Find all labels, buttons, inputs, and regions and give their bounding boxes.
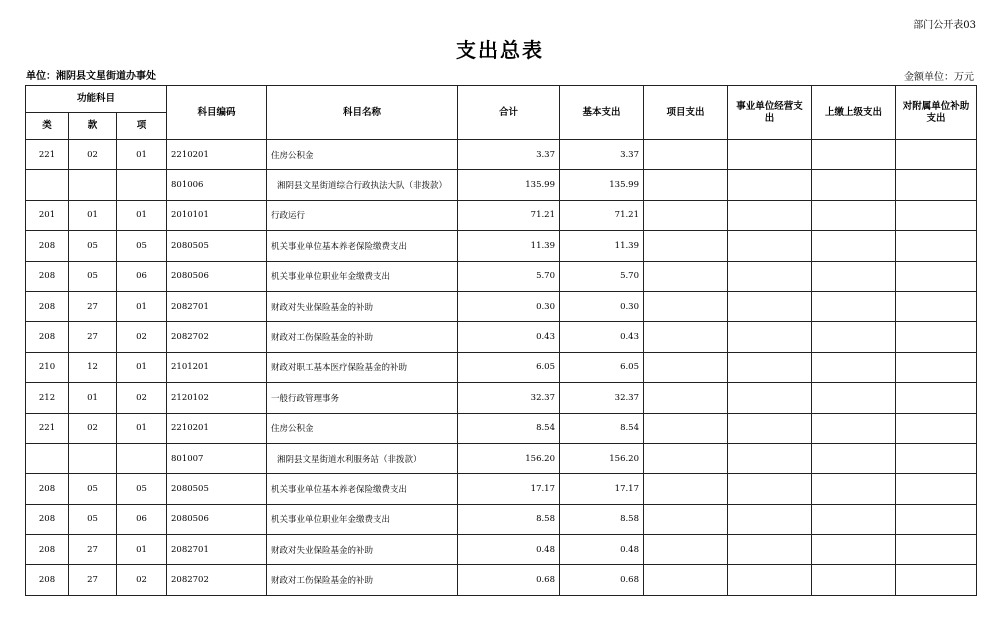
table-row xyxy=(26,565,977,595)
cell-upper xyxy=(812,383,896,413)
cell-name: 机关事业单位职业年金缴费支出 xyxy=(267,261,458,291)
table-row xyxy=(26,383,977,413)
cell-name: 财政对工伤保险基金的补助 xyxy=(267,322,458,352)
cell-business xyxy=(728,504,812,534)
col-subsidy: 对附属单位补助支出 xyxy=(896,86,977,140)
cell-lei xyxy=(26,443,69,473)
cell-upper xyxy=(812,261,896,291)
cell-code: 2082701 xyxy=(167,291,267,321)
cell-kuan: 02 xyxy=(69,140,117,170)
col-project: 项目支出 xyxy=(644,86,728,140)
cell-xiang: 02 xyxy=(117,565,167,595)
cell-upper xyxy=(812,140,896,170)
cell-upper xyxy=(812,413,896,443)
cell-basic: 71.21 xyxy=(560,200,644,230)
cell-business xyxy=(728,413,812,443)
cell-xiang: 01 xyxy=(117,413,167,443)
cell-total: 6.05 xyxy=(458,352,560,382)
cell-business xyxy=(728,231,812,261)
table-row xyxy=(26,261,977,291)
cell-basic: 156.20 xyxy=(560,443,644,473)
cell-lei: 201 xyxy=(26,200,69,230)
cell-upper xyxy=(812,504,896,534)
cell-total: 8.54 xyxy=(458,413,560,443)
cell-subsidy xyxy=(896,535,977,565)
col-upper: 上缴上级支出 xyxy=(812,86,896,140)
cell-project xyxy=(644,140,728,170)
cell-kuan: 05 xyxy=(69,474,117,504)
cell-total: 32.37 xyxy=(458,383,560,413)
cell-project xyxy=(644,261,728,291)
cell-lei: 208 xyxy=(26,291,69,321)
cell-project xyxy=(644,413,728,443)
col-total: 合计 xyxy=(458,86,560,140)
table-body xyxy=(26,140,977,596)
cell-total: 0.48 xyxy=(458,535,560,565)
cell-kuan: 27 xyxy=(69,322,117,352)
cell-total: 0.30 xyxy=(458,291,560,321)
cell-project xyxy=(644,170,728,200)
cell-project xyxy=(644,322,728,352)
cell-code: 2082702 xyxy=(167,322,267,352)
cell-subsidy xyxy=(896,383,977,413)
cell-xiang: 01 xyxy=(117,352,167,382)
table-row xyxy=(26,140,977,170)
cell-code: 2010101 xyxy=(167,200,267,230)
cell-project xyxy=(644,200,728,230)
table-row xyxy=(26,443,977,473)
col-name: 科目名称 xyxy=(267,86,458,140)
cell-upper xyxy=(812,231,896,261)
cell-total: 135.99 xyxy=(458,170,560,200)
cell-code: 2080506 xyxy=(167,261,267,291)
cell-xiang xyxy=(117,443,167,473)
header-row-1 xyxy=(26,86,977,113)
cell-name: 机关事业单位基本养老保险缴费支出 xyxy=(267,474,458,504)
cell-business xyxy=(728,474,812,504)
cell-project xyxy=(644,474,728,504)
cell-subsidy xyxy=(896,565,977,595)
cell-project xyxy=(644,504,728,534)
cell-project xyxy=(644,291,728,321)
cell-basic: 0.43 xyxy=(560,322,644,352)
cell-xiang: 02 xyxy=(117,383,167,413)
cell-xiang: 01 xyxy=(117,291,167,321)
cell-code: 2080505 xyxy=(167,474,267,504)
cell-subsidy xyxy=(896,504,977,534)
cell-xiang: 05 xyxy=(117,231,167,261)
cell-code: 2120102 xyxy=(167,383,267,413)
cell-lei: 208 xyxy=(26,231,69,261)
col-func-group: 功能科目 xyxy=(26,86,167,113)
cell-business xyxy=(728,291,812,321)
cell-business xyxy=(728,565,812,595)
cell-upper xyxy=(812,535,896,565)
table-row xyxy=(26,231,977,261)
col-kuan: 款 xyxy=(69,113,117,140)
cell-lei: 208 xyxy=(26,565,69,595)
cell-total: 5.70 xyxy=(458,261,560,291)
cell-lei: 208 xyxy=(26,535,69,565)
cell-total: 17.17 xyxy=(458,474,560,504)
cell-project xyxy=(644,231,728,261)
cell-total: 0.43 xyxy=(458,322,560,352)
cell-project xyxy=(644,443,728,473)
col-code: 科目编码 xyxy=(167,86,267,140)
amount-unit: 金额单位：万元 xyxy=(904,72,974,83)
cell-basic: 11.39 xyxy=(560,231,644,261)
cell-kuan xyxy=(69,170,117,200)
cell-code: 2101201 xyxy=(167,352,267,382)
cell-lei: 208 xyxy=(26,322,69,352)
cell-basic: 8.58 xyxy=(560,504,644,534)
table-row xyxy=(26,504,977,534)
cell-business xyxy=(728,140,812,170)
cell-kuan: 01 xyxy=(69,200,117,230)
table-row xyxy=(26,413,977,443)
cell-name: 财政对职工基本医疗保险基金的补助 xyxy=(267,352,458,382)
cell-kuan: 02 xyxy=(69,413,117,443)
cell-code: 801006 xyxy=(167,170,267,200)
table-row xyxy=(26,291,977,321)
cell-upper xyxy=(812,170,896,200)
cell-subsidy xyxy=(896,443,977,473)
cell-subsidy xyxy=(896,413,977,443)
cell-name: 行政运行 xyxy=(267,200,458,230)
cell-xiang xyxy=(117,170,167,200)
cell-basic: 0.30 xyxy=(560,291,644,321)
cell-business xyxy=(728,200,812,230)
cell-basic: 5.70 xyxy=(560,261,644,291)
cell-kuan: 27 xyxy=(69,291,117,321)
cell-xiang: 06 xyxy=(117,261,167,291)
cell-code: 2210201 xyxy=(167,413,267,443)
cell-project xyxy=(644,535,728,565)
col-business: 事业单位经营支出 xyxy=(728,86,812,140)
table-row xyxy=(26,200,977,230)
cell-kuan: 27 xyxy=(69,535,117,565)
cell-subsidy xyxy=(896,200,977,230)
cell-upper xyxy=(812,291,896,321)
cell-code: 2210201 xyxy=(167,140,267,170)
cell-kuan: 05 xyxy=(69,504,117,534)
cell-kuan: 27 xyxy=(69,565,117,595)
cell-code: 801007 xyxy=(167,443,267,473)
cell-total: 0.68 xyxy=(458,565,560,595)
cell-name: 财政对失业保险基金的补助 xyxy=(267,535,458,565)
cell-kuan: 12 xyxy=(69,352,117,382)
cell-total: 3.37 xyxy=(458,140,560,170)
cell-business xyxy=(728,261,812,291)
cell-total: 71.21 xyxy=(458,200,560,230)
cell-upper xyxy=(812,322,896,352)
cell-code: 2082702 xyxy=(167,565,267,595)
cell-business xyxy=(728,535,812,565)
cell-basic: 0.68 xyxy=(560,565,644,595)
cell-basic: 3.37 xyxy=(560,140,644,170)
page-title: 支出总表 xyxy=(456,38,544,62)
cell-kuan: 01 xyxy=(69,383,117,413)
cell-project xyxy=(644,383,728,413)
cell-name: 机关事业单位基本养老保险缴费支出 xyxy=(267,231,458,261)
cell-name: 机关事业单位职业年金缴费支出 xyxy=(267,504,458,534)
cell-xiang: 05 xyxy=(117,474,167,504)
cell-name: 财政对失业保险基金的补助 xyxy=(267,291,458,321)
reporting-unit: 单位：湘阴县文星街道办事处 xyxy=(26,71,156,82)
cell-subsidy xyxy=(896,474,977,504)
cell-lei: 221 xyxy=(26,413,69,443)
cell-subsidy xyxy=(896,352,977,382)
cell-name: 住房公积金 xyxy=(267,413,458,443)
col-xiang: 项 xyxy=(117,113,167,140)
cell-lei: 208 xyxy=(26,474,69,504)
cell-upper xyxy=(812,200,896,230)
cell-xiang: 06 xyxy=(117,504,167,534)
cell-basic: 0.48 xyxy=(560,535,644,565)
cell-project xyxy=(644,565,728,595)
cell-basic: 135.99 xyxy=(560,170,644,200)
cell-xiang: 02 xyxy=(117,322,167,352)
cell-upper xyxy=(812,565,896,595)
table-row xyxy=(26,535,977,565)
cell-lei: 208 xyxy=(26,504,69,534)
cell-name: 湘阴县文星街道水利服务站（非拨款） xyxy=(267,443,458,473)
cell-kuan: 05 xyxy=(69,261,117,291)
cell-business xyxy=(728,170,812,200)
cell-lei: 210 xyxy=(26,352,69,382)
cell-upper xyxy=(812,474,896,504)
cell-upper xyxy=(812,352,896,382)
cell-kuan xyxy=(69,443,117,473)
cell-total: 8.58 xyxy=(458,504,560,534)
cell-name: 一般行政管理事务 xyxy=(267,383,458,413)
cell-business xyxy=(728,383,812,413)
cell-subsidy xyxy=(896,291,977,321)
cell-lei: 212 xyxy=(26,383,69,413)
cell-subsidy xyxy=(896,322,977,352)
cell-project xyxy=(644,352,728,382)
form-number: 部门公开表03 xyxy=(913,20,976,31)
cell-name: 住房公积金 xyxy=(267,140,458,170)
cell-subsidy xyxy=(896,170,977,200)
cell-business xyxy=(728,443,812,473)
cell-subsidy xyxy=(896,140,977,170)
cell-xiang: 01 xyxy=(117,535,167,565)
table-row xyxy=(26,170,977,200)
col-basic: 基本支出 xyxy=(560,86,644,140)
cell-total: 11.39 xyxy=(458,231,560,261)
cell-lei: 208 xyxy=(26,261,69,291)
cell-subsidy xyxy=(896,231,977,261)
table-row xyxy=(26,322,977,352)
table-row xyxy=(26,474,977,504)
cell-basic: 6.05 xyxy=(560,352,644,382)
table-row xyxy=(26,352,977,382)
cell-lei: 221 xyxy=(26,140,69,170)
cell-code: 2080506 xyxy=(167,504,267,534)
cell-code: 2080505 xyxy=(167,231,267,261)
cell-name: 财政对工伤保险基金的补助 xyxy=(267,565,458,595)
cell-code: 2082701 xyxy=(167,535,267,565)
cell-upper xyxy=(812,443,896,473)
cell-subsidy xyxy=(896,261,977,291)
cell-total: 156.20 xyxy=(458,443,560,473)
cell-lei xyxy=(26,170,69,200)
cell-xiang: 01 xyxy=(117,140,167,170)
expenditure-table xyxy=(25,85,977,596)
cell-basic: 8.54 xyxy=(560,413,644,443)
cell-basic: 17.17 xyxy=(560,474,644,504)
col-lei: 类 xyxy=(26,113,69,140)
cell-name: 湘阴县文星街道综合行政执法大队（非拨款） xyxy=(267,170,458,200)
cell-xiang: 01 xyxy=(117,200,167,230)
cell-business xyxy=(728,322,812,352)
cell-business xyxy=(728,352,812,382)
cell-basic: 32.37 xyxy=(560,383,644,413)
cell-kuan: 05 xyxy=(69,231,117,261)
